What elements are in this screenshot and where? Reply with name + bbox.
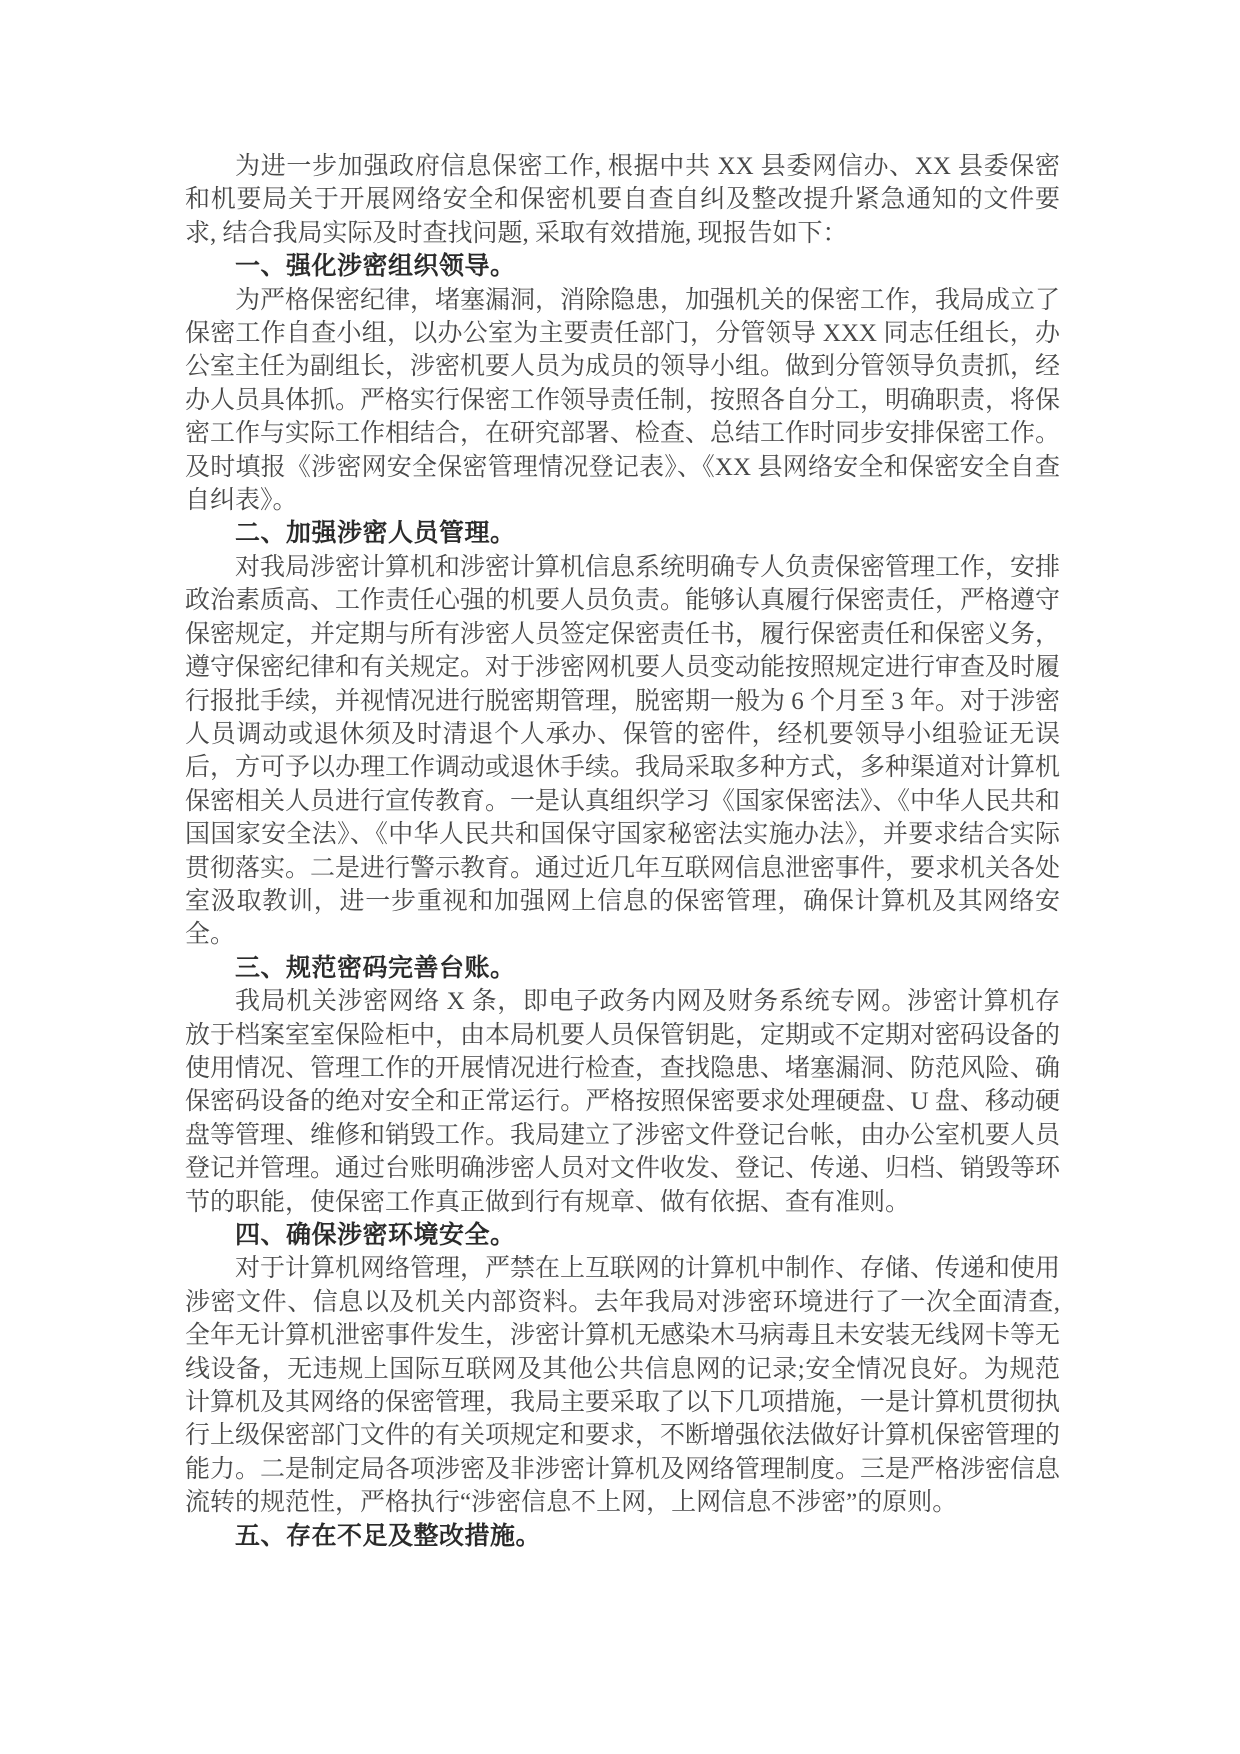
section-heading-4: 四、确保涉密环境安全。 — [235, 1221, 516, 1249]
section-body-1: 为严格保密纪律，堵塞漏洞，消除隐患，加强机关的保密工作，我局成立了保密工作自查小组，以办公室为主要责任部门，分管领导 XXX 同志任组长，办公室主任为副组长，涉密机要人员为成员的领导小组。做到分管领导负责抓，经办人员具体抓。严格实行保密工作领导责任制，按照各自分工，明确职责，将保密工作与实际工作相结合，在研究部署、检查、总结工作时同步安排保密工作。及时填报《涉密网安全保密管理情况登记表》、《XX 县网络安全和保密安全自查自纠表》。 — [185, 286, 1061, 515]
section-body-3: 我局机关涉密网络 X 条，即电子政务内网及财务系统专网。涉密计算机存放于档案室室保险柜中，由本局机要人员保管钥匙，定期或不定期对密码设备的使用情况、管理工作的开展情况进行检查，查找隐患、堵塞漏洞、防范风险、确保密码设备的绝对安全和正常运行。严格按照保密要求处理硬盘、U 盘、移动硬盘等管理、维修和销毁工作。我局建立了涉密文件登记台帐，由办公室机要人员登记并管理。通过台账明确涉密人员对文件收发、登记、传递、归档、销毁等环节的职能，使保密工作真正做到行有规章、做有依据、查有准则。 — [185, 988, 1061, 1216]
section-heading-1: 一、强化涉密组织领导。 — [235, 252, 516, 281]
section-body-2: 对我局涉密计算机和涉密计算机信息系统明确专人负责保密管理工作，安排政治素质高、工作责任心强的机要人员负责。能够认真履行保密责任，严格遵守保密规定，并定期与所有涉密人员签定保密责任书，履行保密责任和保密义务，遵守保密纪律和有关规定。对于涉密网机要人员变动能按照规定进行审查及时履行报批手续，并视情况进行脱密期管理，脱密期一般为 6 个月至 3 年。对于涉密人员调动或退休须及时清退个人承办、保管的密件，经机要领导小组验证无误后，方可予以办理工作调动或退休手续。我局采取多种方式，多种渠道对计算机保密相关人员进行宣传教育。一是认真组织学习《国家保密法》、《中华人民共和国国家安全法》、《中华人民共和国保守国家秘密法实施办法》，并要求结合实际贯彻落实。二是进行警示教育。通过近几年互联网信息泄密事件，要求机关各处室汲取教训，进一步重视和加强网上信息的保密管理，确保计算机及其网络安全。 — [185, 553, 1061, 949]
intro-paragraph: 为进一步加强政府信息保密工作, 根据中共 XX 县委网信办、XX 县委保密和机要局关于开展网络安全和保密机要自查自纠及整改提升紧急通知的文件要求, 结合我局实际及时查找问题, 采取有效措施, 现报告如下： — [185, 153, 1060, 247]
section-heading-3: 三、规范密码完善台账。 — [235, 953, 516, 982]
section-heading-5: 五、存在不足及整改措施。 — [235, 1521, 542, 1550]
section-body-4: 对于计算机网络管理，严禁在上互联网的计算机中制作、存储、传递和使用涉密文件、信息以及机关内部资料。去年我局对涉密环境进行了一次全面清查, 全年无计算机泄密事件发生，涉密计算机无感染木马病毒且未安装无线网卡等无线设备，无违规上国际互联网及其他公共信息网的记录;安全情况良好。为规范计算机及其网络的保密管理，我局主要采取了以下几项措施，一是计算机贯彻执行上级保密部门文件的有关项规定和要求，不断增强依法做好计算机保密管理的能力。二是制定局各项涉密及非涉密计算机及网络管理制度。三是严格涉密信息流转的规范性，严格执行“涉密信息不上网，上网信息不涉密”的原则。 — [185, 1255, 1061, 1517]
document-body — [185, 150, 1060, 1553]
section-heading-2: 二、加强涉密人员管理。 — [235, 519, 516, 548]
